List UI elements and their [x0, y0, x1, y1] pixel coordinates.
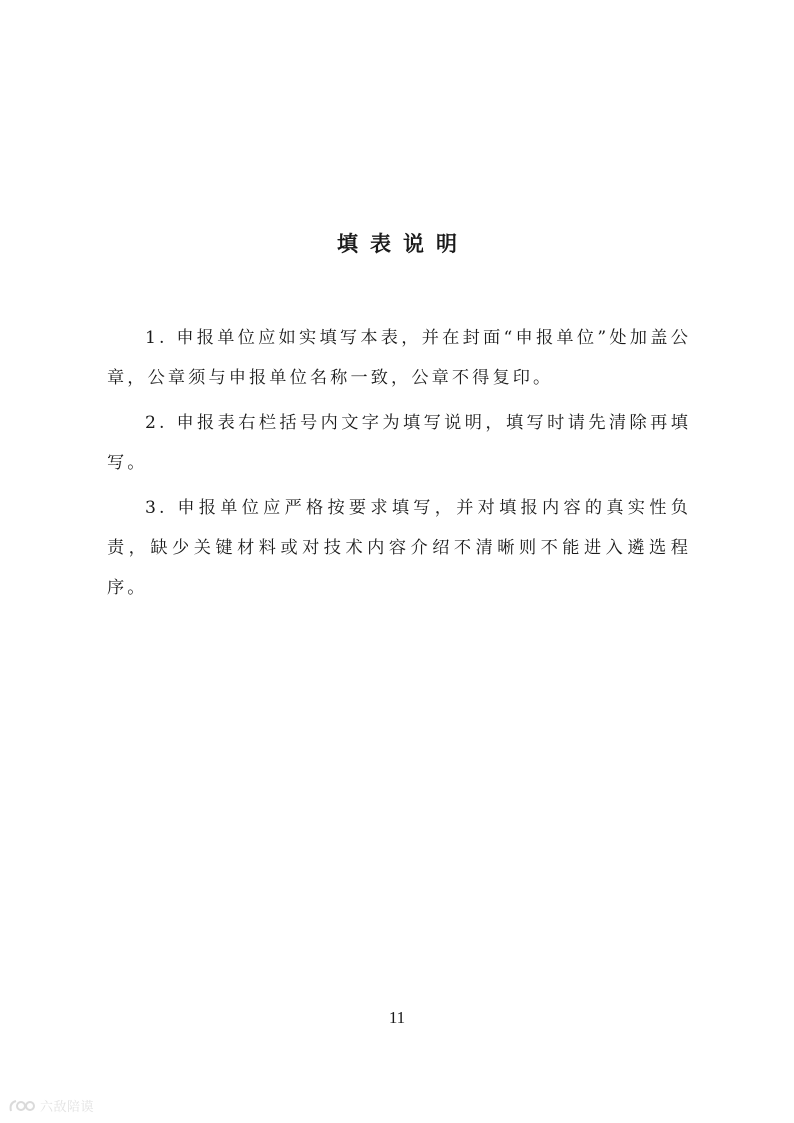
page-title: 填表说明 [337, 232, 469, 256]
instructions-body [107, 318, 691, 613]
page-number: 11 [388, 1008, 406, 1027]
watermark [8, 1096, 94, 1115]
instruction-paragraph-3: 3. 申报单位应严格按要求填写，并对填报内容的真实性负责，缺少关键材料或对技术内容介绍不清晰则不能进入遴选程序。 [107, 498, 691, 598]
logo-mark-icon [8, 1097, 36, 1115]
watermark-text: 六敌陪谟 [40, 1100, 95, 1115]
instruction-paragraph-2: 2. 申报表右栏括号内文字为填写说明，填写时请先清除再填写。 [107, 413, 691, 473]
instruction-paragraph-1: 1. 申报单位应如实填写本表，并在封面“申报单位”处加盖公章，公章须与申报单位名称一致，公章不得复印。 [107, 328, 691, 388]
